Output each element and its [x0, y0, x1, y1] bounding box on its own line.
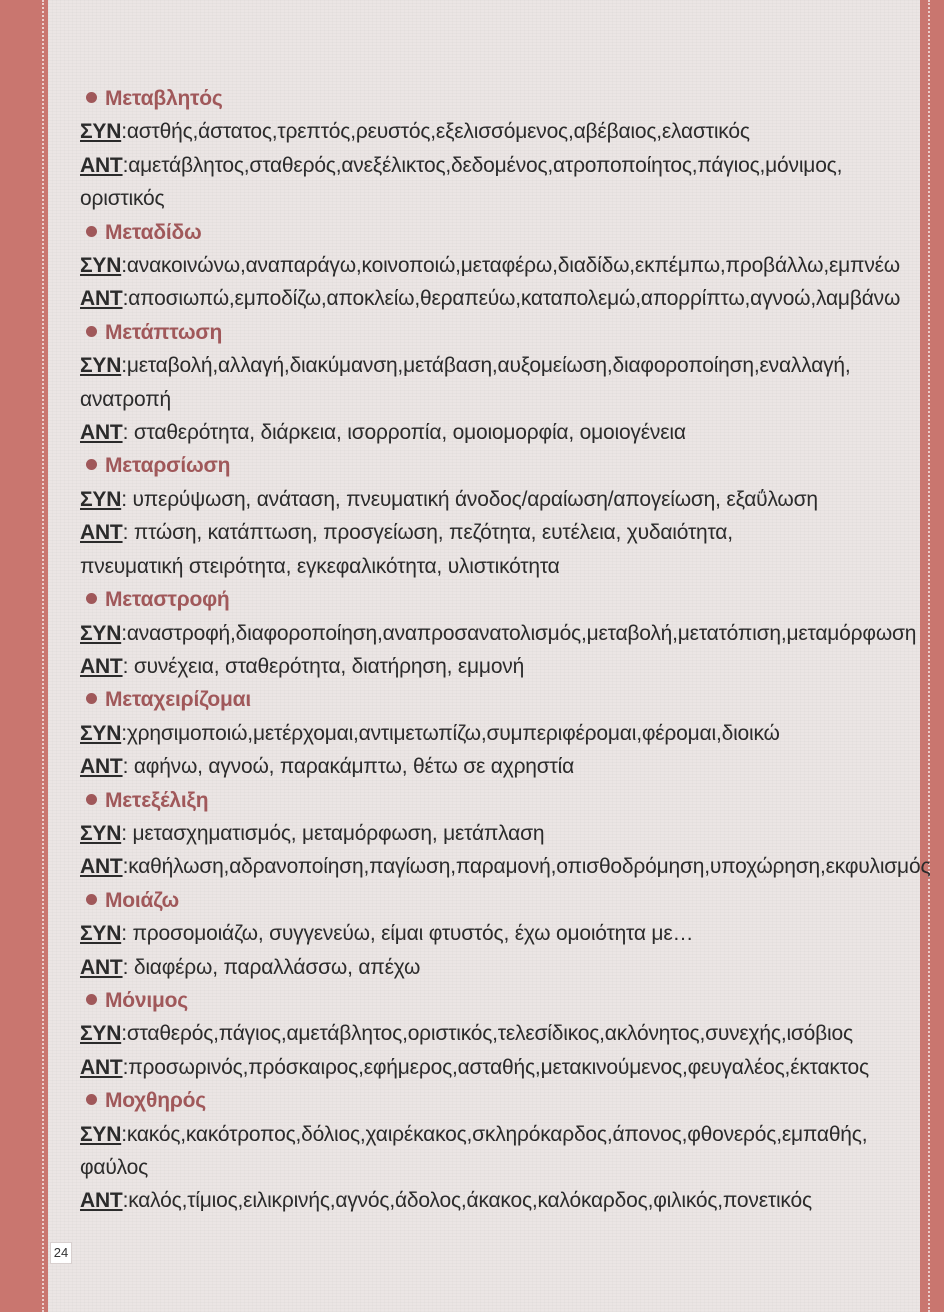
entry-heading [80, 984, 910, 1017]
antonyms-label: ΑΝΤ [80, 955, 123, 979]
entry-line-text: :αστθής,άστατος,τρεπτός,ρευστός,εξελισσόμενος,αβέβαιος,ελαστικός [121, 120, 750, 144]
entry-heading [80, 1084, 910, 1117]
left-stitch-border [42, 0, 44, 1312]
entry-line-text: :προσωρινός,πρόσκαιρος,εφήμερος,ασταθής,μετακινούμενος,φευγαλέος,έκτακτος [122, 1055, 869, 1079]
entry-line-text: : πτώση, κατάπτωση, προσγείωση, πεζότητα, ευτέλεια, χυδαιότητα, [122, 521, 733, 545]
synonyms-label: ΣΥΝ [80, 254, 122, 278]
synonyms-label: ΣΥΝ [80, 721, 122, 745]
bullet-icon [86, 894, 97, 905]
entry-line [80, 1051, 910, 1084]
synonyms-label: ΣΥΝ [80, 621, 122, 645]
entry-line [80, 416, 910, 449]
antonyms-label: ΑΝΤ [80, 421, 123, 445]
entry-line-text: : προσομοιάζω, συγγενεύω, είμαι φτυστός, έχω ομοιότητα με… [121, 922, 694, 946]
right-stitch-border [928, 0, 930, 1312]
entry-line-text: : συνέχεια, σταθερότητα, διατήρηση, εμμονή [122, 654, 525, 678]
entry-heading [80, 216, 910, 249]
entry-line [80, 850, 931, 883]
entry-line [80, 249, 910, 282]
antonyms-label: ΑΝΤ [80, 521, 123, 545]
entry-line-text: :αμετάβλητος,σταθερός,ανεξέλικτος,δεδομένος,ατροποποίητος,πάγιος,μόνιμος, [122, 153, 843, 177]
entry-heading [80, 683, 910, 716]
entry-line [80, 282, 910, 315]
entry-line [80, 383, 910, 416]
entry-line [80, 516, 910, 549]
synonyms-label: ΣΥΝ [80, 354, 122, 378]
entry-heading-text: Μεταδίδω [105, 220, 202, 244]
entry-line [80, 349, 910, 382]
entry-line [80, 917, 910, 950]
entry-line-text: φαύλος [80, 1156, 149, 1179]
antonyms-label: ΑΝΤ [80, 153, 123, 177]
entry-heading [80, 784, 910, 817]
synonyms-label: ΣΥΝ [80, 1122, 122, 1146]
entry-line [80, 1017, 910, 1050]
entry-line-text: : σταθερότητα, διάρκεια, ισορροπία, ομοιομορφία, ομοιογένεια [122, 421, 686, 445]
entry-line [80, 750, 910, 783]
antonyms-label: ΑΝΤ [80, 1055, 123, 1079]
synonyms-label: ΣΥΝ [80, 922, 122, 946]
entry-heading-text: Μετεξέλιξη [105, 788, 209, 812]
entry-line-text: : υπερύψωση, ανάταση, πνευματική άνοδος/αραίωση/απογείωση, εξαΰλωση [121, 487, 818, 511]
entry-heading-text: Μεταχειρίζομαι [105, 688, 251, 712]
entry-line [80, 817, 910, 850]
entry-line [80, 149, 910, 182]
entry-heading [80, 583, 910, 616]
entry-heading-text: Μοιάζω [105, 888, 180, 912]
synonyms-label: ΣΥΝ [80, 821, 122, 845]
entry-heading-text: Μεταστροφή [105, 588, 230, 612]
bullet-icon [86, 794, 97, 805]
bullet-icon [86, 994, 97, 1005]
glossary-content [80, 82, 931, 1218]
antonyms-label: ΑΝΤ [80, 287, 123, 311]
entry-heading-text: Μεταβλητός [105, 87, 223, 110]
antonyms-label: ΑΝΤ [80, 755, 123, 779]
bullet-icon [86, 459, 97, 470]
entry-heading-text: Μόνιμος [105, 988, 189, 1012]
entry-line [80, 182, 910, 215]
synonyms-label: ΣΥΝ [80, 120, 122, 144]
entry-line-text: :ανακοινώνω,αναπαράγω,κοινοποιώ,μεταφέρω,διαδίδω,εκπέμπω,προβάλλω,εμπνέω [121, 254, 900, 278]
bullet-icon [86, 693, 97, 704]
entry-heading [80, 316, 910, 349]
bullet-icon [86, 1094, 97, 1105]
entry-line-text: : διαφέρω, παραλλάσσω, απέχω [122, 955, 421, 979]
entry-line [80, 1118, 910, 1151]
entry-line [80, 717, 910, 750]
synonyms-label: ΣΥΝ [80, 1022, 122, 1046]
entry-line-text: οριστικός [80, 187, 165, 211]
entry-line-text: :χρησιμοποιώ,μετέρχομαι,αντιμετωπίζω,συμπεριφέρομαι,φέρομαι,διοικώ [121, 721, 780, 745]
entry-line-text: :καθήλωση,αδρανοποίηση,παγίωση,παραμονή,οπισθοδρόμηση,υποχώρηση,εκφυλισμός [122, 855, 931, 879]
entry-heading [80, 884, 910, 917]
entry-line-text: :κακός,κακότροπος,δόλιος,χαιρέκακος,σκληρόκαρδος,άπονος,φθονερός,εμπαθής, [121, 1122, 868, 1146]
antonyms-label: ΑΝΤ [80, 1189, 123, 1213]
bullet-icon [86, 92, 97, 103]
entry-line-text: :μεταβολή,αλλαγή,διακύμανση,μετάβαση,αυξομείωση,διαφοροποίηση,εναλλαγή, [121, 354, 851, 378]
entry-line [80, 650, 910, 683]
entry-heading [80, 449, 910, 482]
antonyms-label: ΑΝΤ [80, 855, 123, 879]
entry-line [80, 550, 910, 583]
bullet-icon [86, 326, 97, 337]
synonyms-label: ΣΥΝ [80, 487, 122, 511]
entry-heading-text: Μεταρσίωση [105, 454, 231, 478]
entry-line [80, 483, 910, 516]
antonyms-label: ΑΝΤ [80, 654, 123, 678]
entry-heading-text: Μοχθηρός [105, 1089, 206, 1113]
entry-line-text: ανατροπή [80, 387, 171, 411]
entry-line-text: πνευματική στειρότητα, εγκεφαλικότητα, υλιστικότητα [80, 554, 560, 578]
entry-line [80, 1184, 910, 1217]
bullet-icon [86, 593, 97, 604]
entry-heading-text: Μετάπτωση [105, 320, 223, 344]
entry-line-text: :αναστροφή,διαφοροποίηση,αναπροσανατολισμός,μεταβολή,μετατόπιση,μεταμόρφωση [121, 621, 917, 645]
entry-line [80, 617, 917, 650]
entry-line [80, 951, 910, 984]
entry-line-text: :καλός,τίμιος,ειλικρινής,αγνός,άδολος,άκακος,καλόκαρδος,φιλικός,πονετικός [122, 1189, 812, 1213]
entry-line [80, 115, 910, 148]
entry-line-text: :σταθερός,πάγιος,αμετάβλητος,οριστικός,τελεσίδικος,ακλόνητος,συνεχής,ισόβιος [121, 1022, 853, 1046]
entry-heading [80, 82, 910, 115]
page-number: 24 [50, 1242, 72, 1264]
bullet-icon [86, 226, 97, 237]
entry-line-text: : μετασχηματισμός, μεταμόρφωση, μετάπλαση [121, 821, 545, 845]
entry-line [80, 1151, 910, 1184]
entry-line-text: :αποσιωπώ,εμποδίζω,αποκλείω,θεραπεύω,καταπολεμώ,απορρίπτω,αγνοώ,λαμβάνω [122, 287, 901, 311]
entry-line-text: : αφήνω, αγνοώ, παρακάμπτω, θέτω σε αχρηστία [122, 755, 575, 779]
